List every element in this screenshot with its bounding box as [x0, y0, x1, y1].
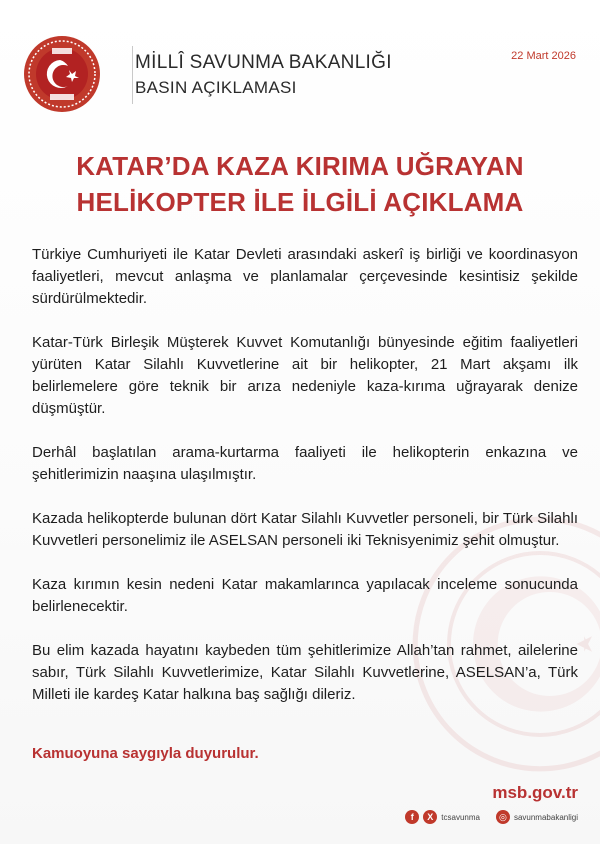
social-handle-tcsavunma[interactable]: tcsavunma — [441, 812, 480, 822]
page-title — [0, 148, 600, 220]
paragraph: Katar-Türk Birleşik Müşterek Kuvvet Komutanlığı bünyesinde eğitim faaliyetleri yürüten Katar Silahlı Kuvvetlerine ait bir helikopter, 21 Mart akşamı ilk belirlemelere göre teknik bir arıza nedeniyle kaza-kırıma uğrayarak denize düşmüştür. — [32, 334, 578, 417]
paragraph: Kazada helikopterde bulunan dört Katar Silahlı Kuvvetler personeli, bir Türk Silahlı Kuvvetleri personelimiz ile ASELSAN personeli iki Teknisyenimiz şehit olmuştur. — [32, 510, 578, 549]
website-link[interactable]: msb.gov.tr — [492, 783, 578, 802]
header-divider — [132, 46, 133, 104]
closing-statement: Kamuoyuna saygıyla duyurulur. — [32, 745, 259, 762]
social-handle-savunmabakanligi[interactable]: savunmabakanligi — [513, 812, 578, 822]
title-line-2: HELİKOPTER İLE İLGİLİ AÇIKLAMA — [76, 187, 524, 217]
body-text — [32, 244, 578, 728]
paragraph: Bu elim kazada hayatını kaybeden tüm şehitlerimize Allah’tan rahmet, ailelerine sabır, Türk Silahlı Kuvvetlerimize, Katar Silahlı Kuvvetlerine, ASELSAN’a, Türk Milleti ile kardeş Katar halkına baş sağlığı dileriz. — [32, 642, 578, 703]
facebook-icon[interactable]: f — [405, 810, 419, 824]
release-date: 22 Mart 2026 — [511, 50, 576, 62]
ministry-name: MİLLÎ SAVUNMA BAKANLIĞI — [135, 52, 392, 73]
paragraph: Kaza kırımın kesin nedeni Katar makamlarınca yapılacak inceleme sonucunda belirlenecektir. — [32, 576, 578, 615]
instagram-icon[interactable]: ◎ — [496, 810, 510, 824]
ministry-emblem-icon — [22, 34, 102, 114]
press-release-label: BASIN AÇIKLAMASI — [135, 78, 297, 97]
x-icon[interactable]: X — [423, 810, 437, 824]
header — [22, 34, 578, 114]
title-line-1: KATAR’DA KAZA KIRIMA UĞRAYAN — [76, 151, 524, 181]
paragraph: Derhâl başlatılan arama-kurtarma faaliyeti ile helikopterin enkazına ve şehitlerimizin naaşına ulaşılmıştır. — [32, 444, 578, 483]
paragraph: Türkiye Cumhuriyeti ile Katar Devleti arasındaki askerî iş birliği ve koordinasyon faaliyetleri, mevcut anlaşma ve planlamalar çerçevesinde kesintisiz şekilde sürdürülmektedir. — [32, 246, 578, 307]
social-links — [405, 809, 578, 825]
